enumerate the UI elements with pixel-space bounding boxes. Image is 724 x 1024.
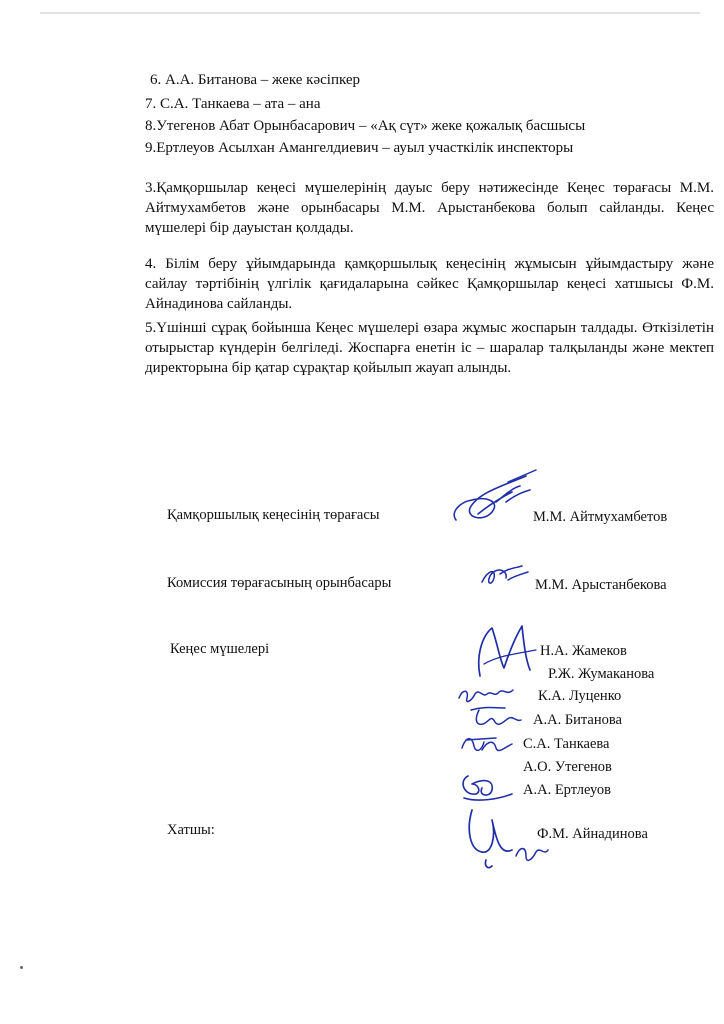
scan-speck — [20, 966, 23, 969]
list-item: 7. С.А. Танкаева – ата – ана — [145, 96, 321, 112]
member-name: Р.Ж. Жумаканова — [548, 666, 655, 682]
member-name: А.А. Ертлеуов — [523, 782, 612, 798]
member-signature — [465, 704, 525, 732]
scan-edge — [40, 12, 700, 14]
list-item: 6. А.А. Битанова – жеке кәсіпкер — [150, 72, 361, 88]
list-item: 8.Утегенов Абат Орынбасарович – «Ақ сүт» жеке қожалық басшысы — [145, 118, 586, 134]
chair-name: М.М. Айтмухамбетов — [533, 509, 668, 525]
members-label: Кеңес мүшелері — [170, 641, 270, 657]
deputy-signature — [478, 560, 533, 590]
paragraph-3: 3.Қамқоршылар кеңесі мүшелерінің дауыс беру нәтижесінде Кеңес төрағасы М.М. Айтмухамбетов және орынбасары М.М. Арыстанбекова болып сайланды. Кеңес мүшелері бір дауыстан қолдады. — [145, 180, 714, 236]
member-name: А.О. Утегенов — [523, 759, 612, 775]
member-name: С.А. Танкаева — [523, 736, 610, 752]
secretary-label: Хатшы: — [167, 822, 215, 838]
deputy-name: М.М. Арыстанбекова — [535, 577, 667, 593]
member-name: А.А. Битанова — [533, 712, 622, 728]
paragraph-5: 5.Үшінші сұрақ бойынша Кеңес мүшелері өзара жұмыс жоспарын талдады. Өткізілетін отырыстар күндерін белгіледі. Жоспарға енетін іс – шаралар талқыланды және мектеп директорына бір қатар сұрақтар қойылып жауап алынды. — [145, 320, 714, 376]
list-item: 9.Ертлеуов Асылхан Амангелдиевич – ауыл участкілік инспекторы — [145, 140, 574, 156]
chair-label: Қамқоршылық кеңесінің төрағасы — [167, 507, 380, 523]
chair-signature — [448, 462, 543, 532]
member-signature — [456, 766, 518, 804]
member-signature — [456, 730, 518, 758]
secretary-name: Ф.М. Айнадинова — [537, 826, 648, 842]
deputy-label: Комиссия төрағасының орынбасары — [167, 575, 392, 591]
member-name: К.А. Луценко — [538, 688, 622, 704]
member-signature — [470, 616, 545, 686]
paragraph-4: 4. Білім беру ұйымдарында қамқоршылық кеңесінің жұмысын ұйымдастыру және сайлау тәртібінің үлгілік қағидаларына сәйкес Қамқоршылар кеңесі хатшысы Ф.М. Айнадинова сайланды. — [145, 256, 714, 312]
member-name: Н.А. Жамеков — [540, 643, 627, 659]
